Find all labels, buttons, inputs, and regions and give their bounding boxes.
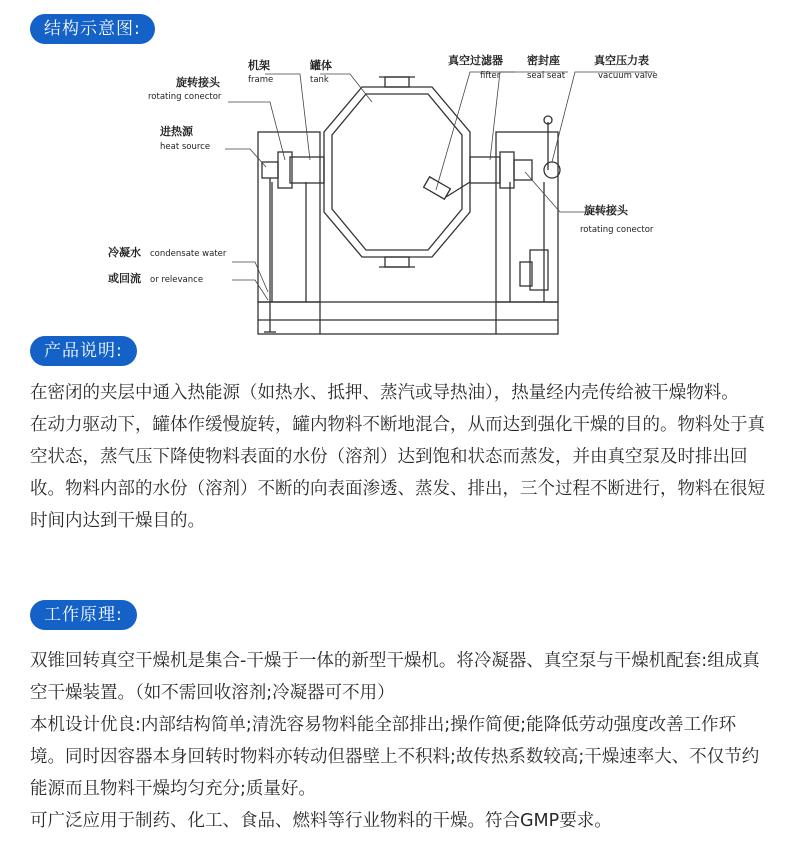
section-title: 产品说明: (44, 341, 123, 361)
dryer-structure-diagram (0, 42, 790, 342)
principle-paragraph: 可广泛应用于制药、化工、食品、燃料等行业物料的干燥。符合GMP要求。 (30, 811, 612, 831)
label-seal-cn: 密封座 (527, 54, 560, 67)
label-condensate-en: condensate water (150, 249, 227, 259)
section-title: 工作原理: (44, 605, 123, 625)
label-rotating-left-en: rotating conector (148, 92, 222, 102)
label-heat-en: heat source (160, 142, 211, 152)
description-paragraph: 在密闭的夹层中通入热能源（如热水、抵押、蒸汽或导热油），热量经内壳传给被干燥物料。 (30, 383, 739, 403)
label-filter-cn: 真空过滤器 (448, 54, 503, 67)
right-support (496, 132, 558, 302)
base-frame (258, 302, 558, 334)
label-tank-en: tank (310, 75, 329, 85)
label-rotating-right-en: rotating conector (580, 225, 654, 235)
label-rotating-left-cn: 旋转接头 (176, 76, 220, 89)
label-valve-cn: 真空压力表 (594, 54, 649, 67)
principle-paragraph: 本机设计优良:内部结构简单;清洗容易物料能全部排出;操作简便;能降低劳动强度改善工作环境。同时因容器本身回转时物料亦转动但器壁上不积料;故传热系数较高;干燥速率大、不仅节约能源而且物料干燥均匀充分;质量好。 (30, 715, 760, 799)
label-filter-en: fifter (480, 71, 501, 81)
label-tank-cn: 罐体 (310, 59, 332, 72)
label-valve-en: vacuum valve (598, 71, 658, 81)
label-relevance-en: or relevance (150, 275, 204, 285)
label-rotating-right-cn: 旋转接头 (584, 204, 628, 217)
label-frame-cn: 机架 (248, 59, 270, 72)
label-condensate-cn: 冷凝水 (108, 246, 141, 259)
label-relevance-cn: 或回流 (108, 272, 141, 285)
label-seal-en: seal seat (527, 71, 566, 81)
description-text (30, 377, 770, 537)
description-paragraph: 在动力驱动下，罐体作缓慢旋转，罐内物料不断地混合，从而达到强化干燥的目的。物料处于真空状态，蒸气压下降使物料表面的水份（溶剂）达到饱和状态而蒸发，并由真空泵及时排出回收。物料内部的水份（溶剂）不断的向表面渗透、蒸发、排出，三个过程不断进行，物料在很短时间内达到干燥目的。 (30, 415, 765, 531)
section-title: 结构示意图: (44, 19, 141, 39)
section-header-structure (30, 14, 155, 44)
section-header-description (30, 336, 137, 366)
label-frame-en: frame (248, 75, 274, 85)
label-heat-cn: 进热源 (160, 125, 193, 138)
principle-paragraph: 双锥回转真空干燥机是集合-干燥于一体的新型干燥机。将冷凝器、真空泵与干燥机配套:组成真空干燥装置。（如不需回收溶剂;冷凝器可不用） (30, 651, 760, 703)
principle-text (30, 645, 770, 837)
section-header-principle (30, 600, 137, 630)
tank-body (324, 87, 470, 257)
